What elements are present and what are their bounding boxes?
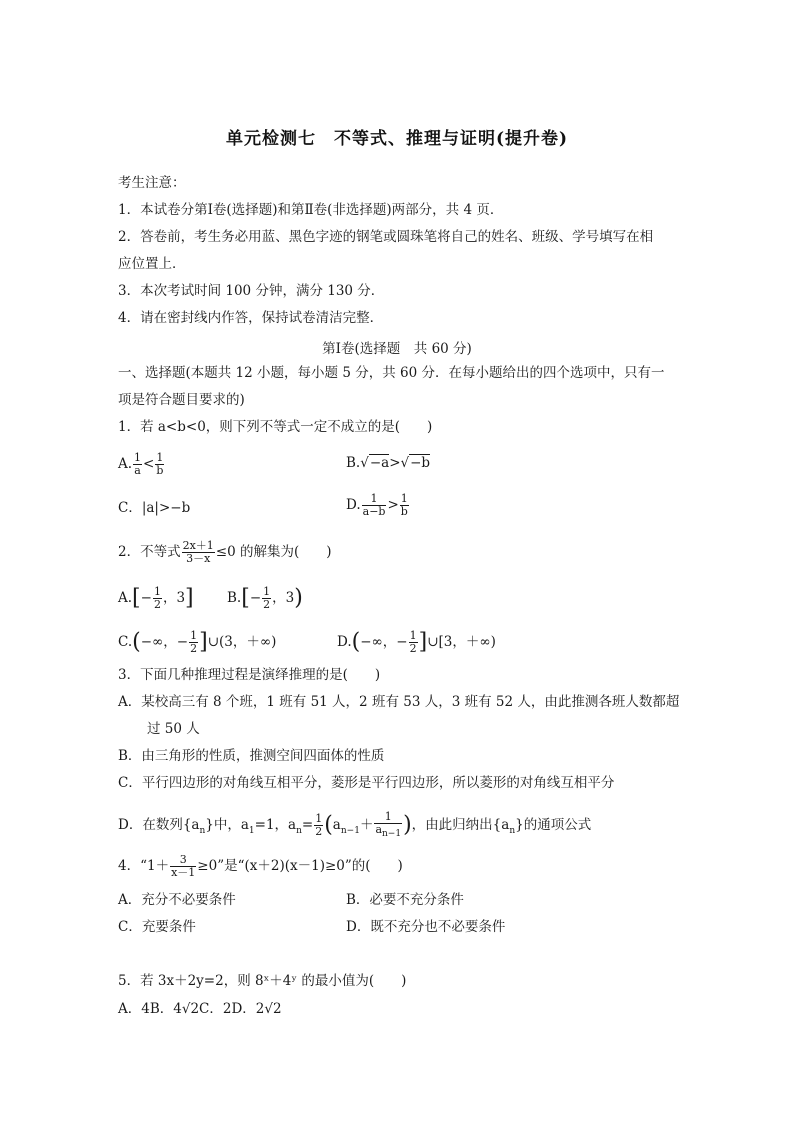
q2-stem: 2．不等式 $\frac{2x+1}{3-x}$ ≤0 的解集为( ) [118, 539, 332, 565]
notice-item-3: 3．本次考试时间 100 分钟，满分 130 分． [118, 283, 385, 299]
q4-option-a: A．充分不必要条件 [118, 892, 236, 908]
q2-option-d: D.(−∞，− $\frac{1}{2}$ ]∪[3，＋∞) [337, 629, 496, 655]
section1-title: 第Ⅰ卷(选择题 共 60 分) [322, 341, 472, 357]
q3-option-a: A．某校高三有 8 个班，1 班有 51 人，2 班有 53 人，3 班有 52 人，由此推测各班人数都超 [118, 694, 680, 710]
q2-option-a: A.[− $\frac{1}{2}$ ，3] [118, 585, 194, 611]
notice-item-2-cont: 应位置上． [118, 256, 186, 272]
notice-item-4: 4．请在密封线内作答，保持试卷清洁完整． [118, 310, 384, 326]
notice-item-2: 2．答卷前，考生务必用蓝、黑色字迹的钢笔或圆珠笔将自己的姓名、班级、学号填写在相 [118, 229, 654, 245]
q1-option-d: D. $\frac{1}{a-b}$ > $\frac{1}{b}$ [346, 492, 408, 518]
q3-option-c: C．平行四边形的对角线互相平分，菱形是平行四边形，所以菱形的对角线互相平分 [118, 775, 615, 791]
q4-option-d: D．既不充分也不必要条件 [346, 919, 506, 935]
q5-stem: 5．若 3x＋2y=2，则 8ˣ＋4ʸ 的最小值为( ) [118, 973, 407, 989]
q1-option-c: C．|a|>−b [118, 500, 191, 516]
q2-option-c: C.(−∞，− $\frac{1}{2}$ ]∪(3，＋∞) [118, 629, 277, 655]
q4-option-c: C．充要条件 [118, 919, 196, 935]
notice-heading: 考生注意： [118, 175, 186, 191]
q4-option-b: B．必要不充分条件 [346, 892, 464, 908]
page-title: 单元检测七 不等式、推理与证明(提升卷) [225, 129, 569, 149]
q3-stem: 3．下面几种推理过程是演绎推理的是( ) [118, 667, 381, 683]
q1-option-b: B.√−a>√−b [346, 455, 431, 471]
q1-stem: 1．若 a<b<0，则下列不等式一定不成立的是( ) [118, 419, 433, 435]
q3-option-d: D．在数列$\{a_n\}$中，$a_1=1$，$a_n=$ $\frac{1}{2}$ ($a_{n-1}+$ $\frac{1}{a_{n-1}}$ )，由此归纳出$\{a_n\}$的通项公式 [118, 810, 592, 840]
q2-option-b: B.[− $\frac{1}{2}$ ，3) [227, 585, 303, 611]
notice-item-1: 1．本试卷分第Ⅰ卷(选择题)和第Ⅱ卷(非选择题)两部分，共 4 页． [118, 202, 504, 218]
q5-options: A．4B．4√2C．2D．2√2 [118, 1001, 282, 1017]
section1-intro-1: 一、选择题(本题共 12 小题，每小题 5 分，共 60 分．在每小题给出的四个选项中，只有一 [118, 365, 665, 381]
q1-option-a: A. $\frac{1}{a}$ < $\frac{1}{b}$ [118, 451, 164, 477]
q3-option-a-cont: 过 50 人 [147, 721, 200, 737]
section1-intro-2: 项是符合题目要求的) [118, 392, 245, 408]
q4-stem: 4．“1＋ $\frac{3}{x-1}$ ≥0”是“(x＋2)(x－1)≥0”的( ) [118, 853, 403, 879]
q3-option-b: B．由三角形的性质，推测空间四面体的性质 [118, 748, 385, 764]
